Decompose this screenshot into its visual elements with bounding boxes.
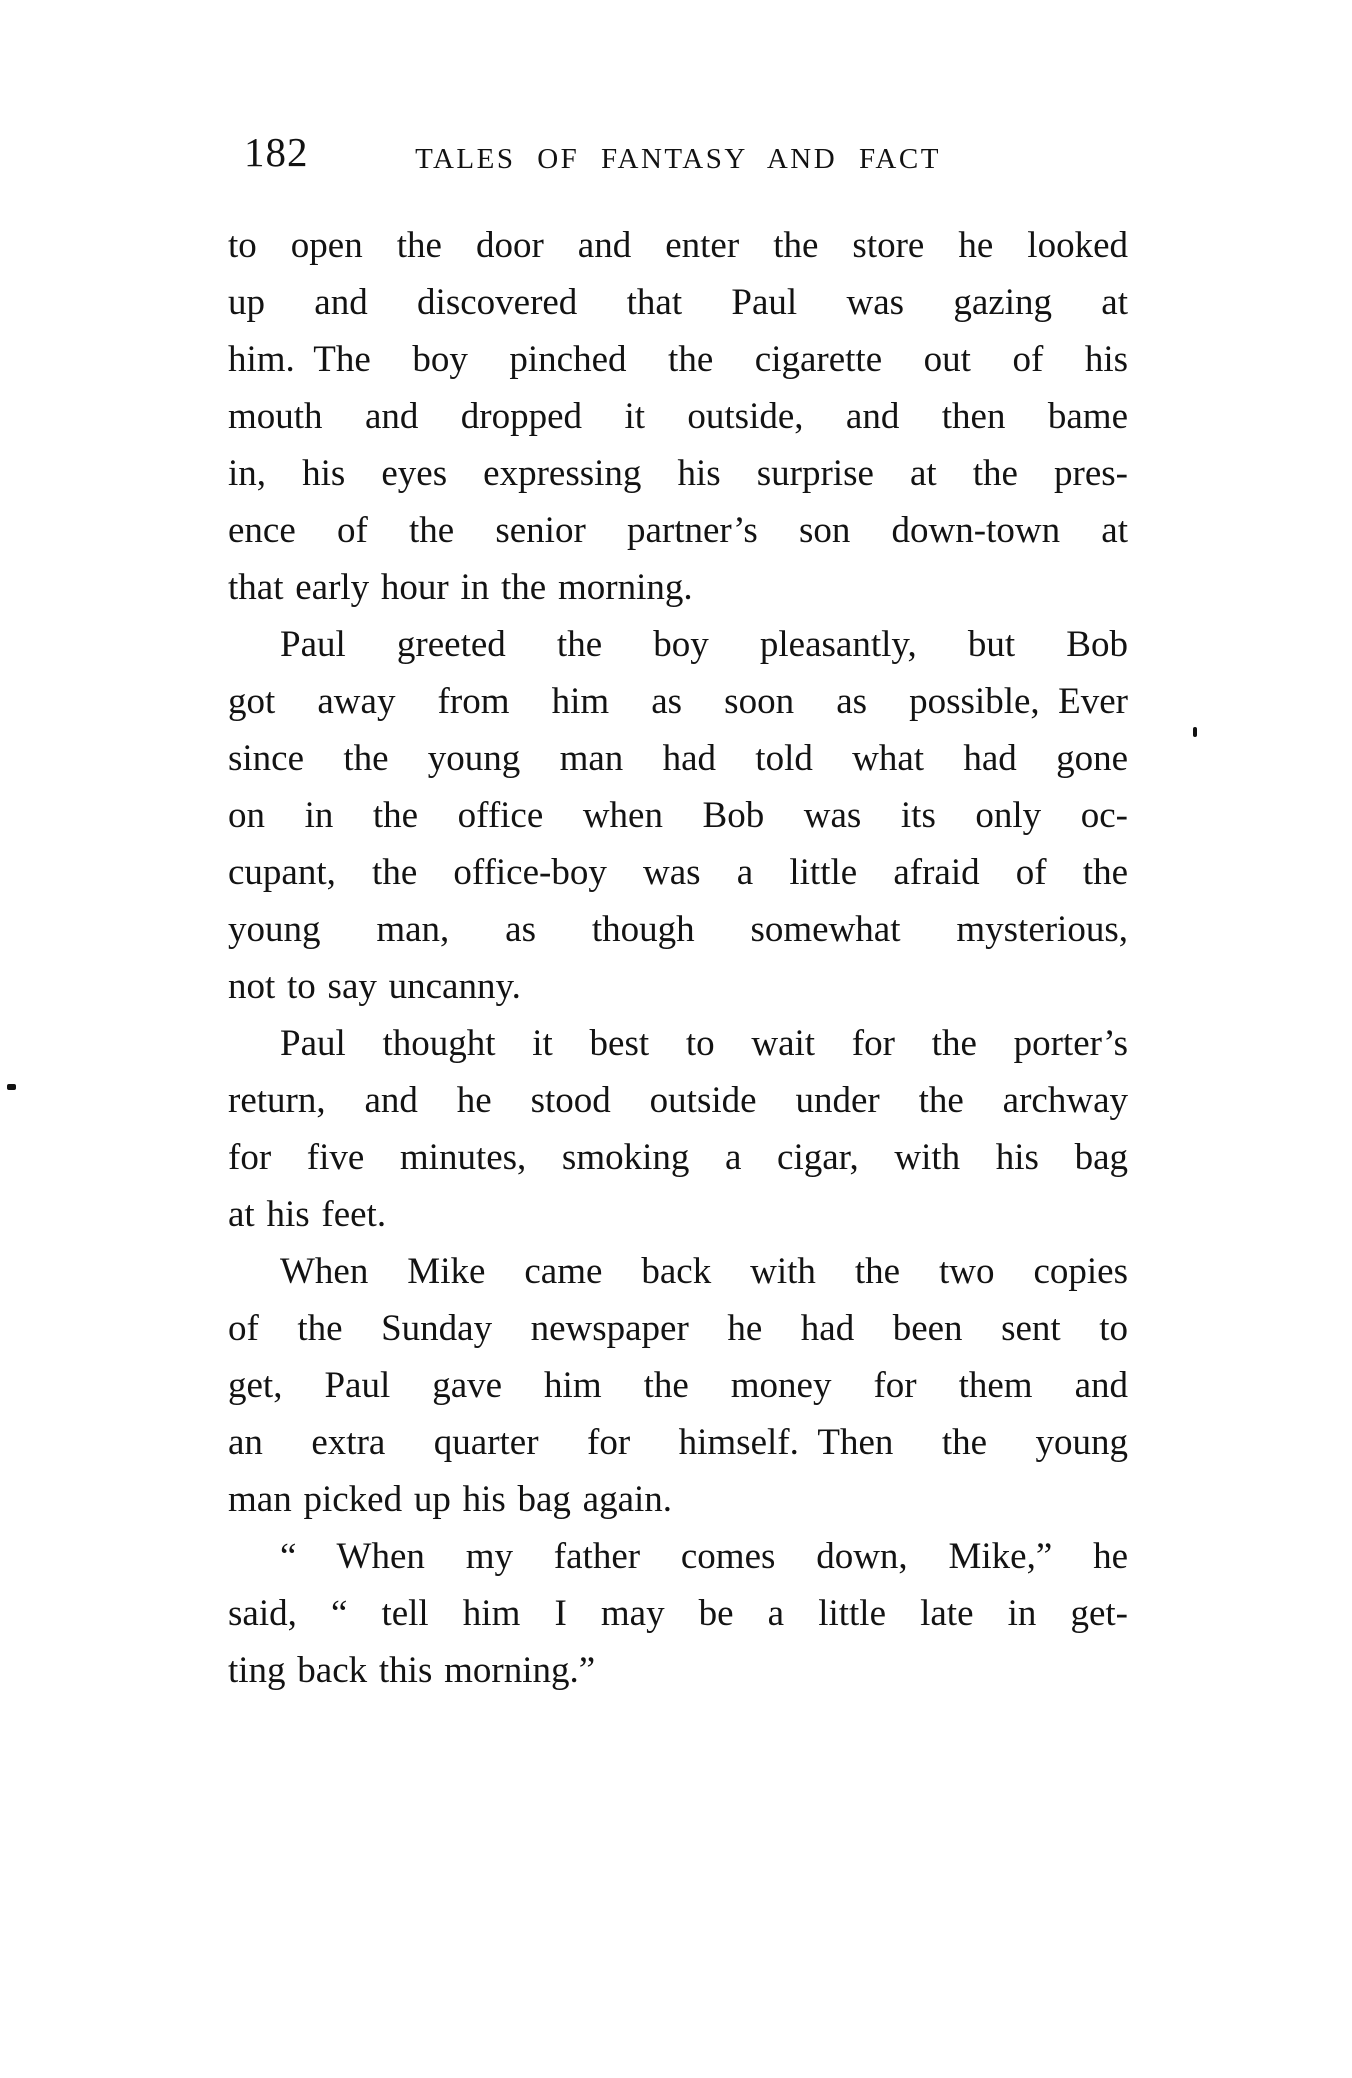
text-line: got away from him as soon as possible, Ever (228, 681, 1128, 722)
text-line: him. The boy pinched the cigarette out of his (228, 339, 1128, 380)
text-line: not to say uncanny. (228, 966, 521, 1007)
text-block (228, 217, 1128, 1699)
text-line: in, his eyes expressing his surprise at the pres- (228, 453, 1128, 494)
text-line: ting back this morning.” (228, 1650, 596, 1691)
text-line: said, “ tell him I may be a little late in get- (228, 1593, 1128, 1634)
text-line: young man, as though somewhat mysterious, (228, 909, 1128, 950)
text-line: Paul greeted the boy pleasantly, but Bob (280, 624, 1128, 665)
text-line: that early hour in the morning. (228, 567, 693, 608)
text-line: mouth and dropped it outside, and then bame (228, 396, 1128, 437)
text-line: of the Sunday newspaper he had been sent to (228, 1308, 1128, 1349)
text-line: for five minutes, smoking a cigar, with his bag (228, 1137, 1128, 1178)
text-line: to open the door and enter the store he looked (228, 225, 1128, 266)
ink-speck (7, 1084, 16, 1090)
text-line: get, Paul gave him the money for them and (228, 1365, 1128, 1406)
running-header: TALES OF FANTASY AND FACT (415, 143, 941, 175)
page-number: 182 (244, 129, 309, 175)
text-line: cupant, the office-boy was a little afraid of the (228, 852, 1128, 893)
text-line: at his feet. (228, 1194, 387, 1235)
ink-speck (1193, 727, 1197, 737)
text-line: Paul thought it best to wait for the porter’s (280, 1023, 1128, 1064)
text-line: on in the office when Bob was its only oc- (228, 795, 1128, 836)
text-line: ence of the senior partner’s son down-town at (228, 510, 1128, 551)
text-line: man picked up his bag again. (228, 1479, 673, 1520)
text-line: “ When my father comes down, Mike,” he (280, 1536, 1128, 1577)
text-line: since the young man had told what had gone (228, 738, 1128, 779)
text-line: up and discovered that Paul was gazing at (228, 282, 1128, 323)
text-line: return, and he stood outside under the archway (228, 1080, 1128, 1121)
text-line: an extra quarter for himself. Then the young (228, 1422, 1128, 1463)
text-line: When Mike came back with the two copies (280, 1251, 1128, 1292)
